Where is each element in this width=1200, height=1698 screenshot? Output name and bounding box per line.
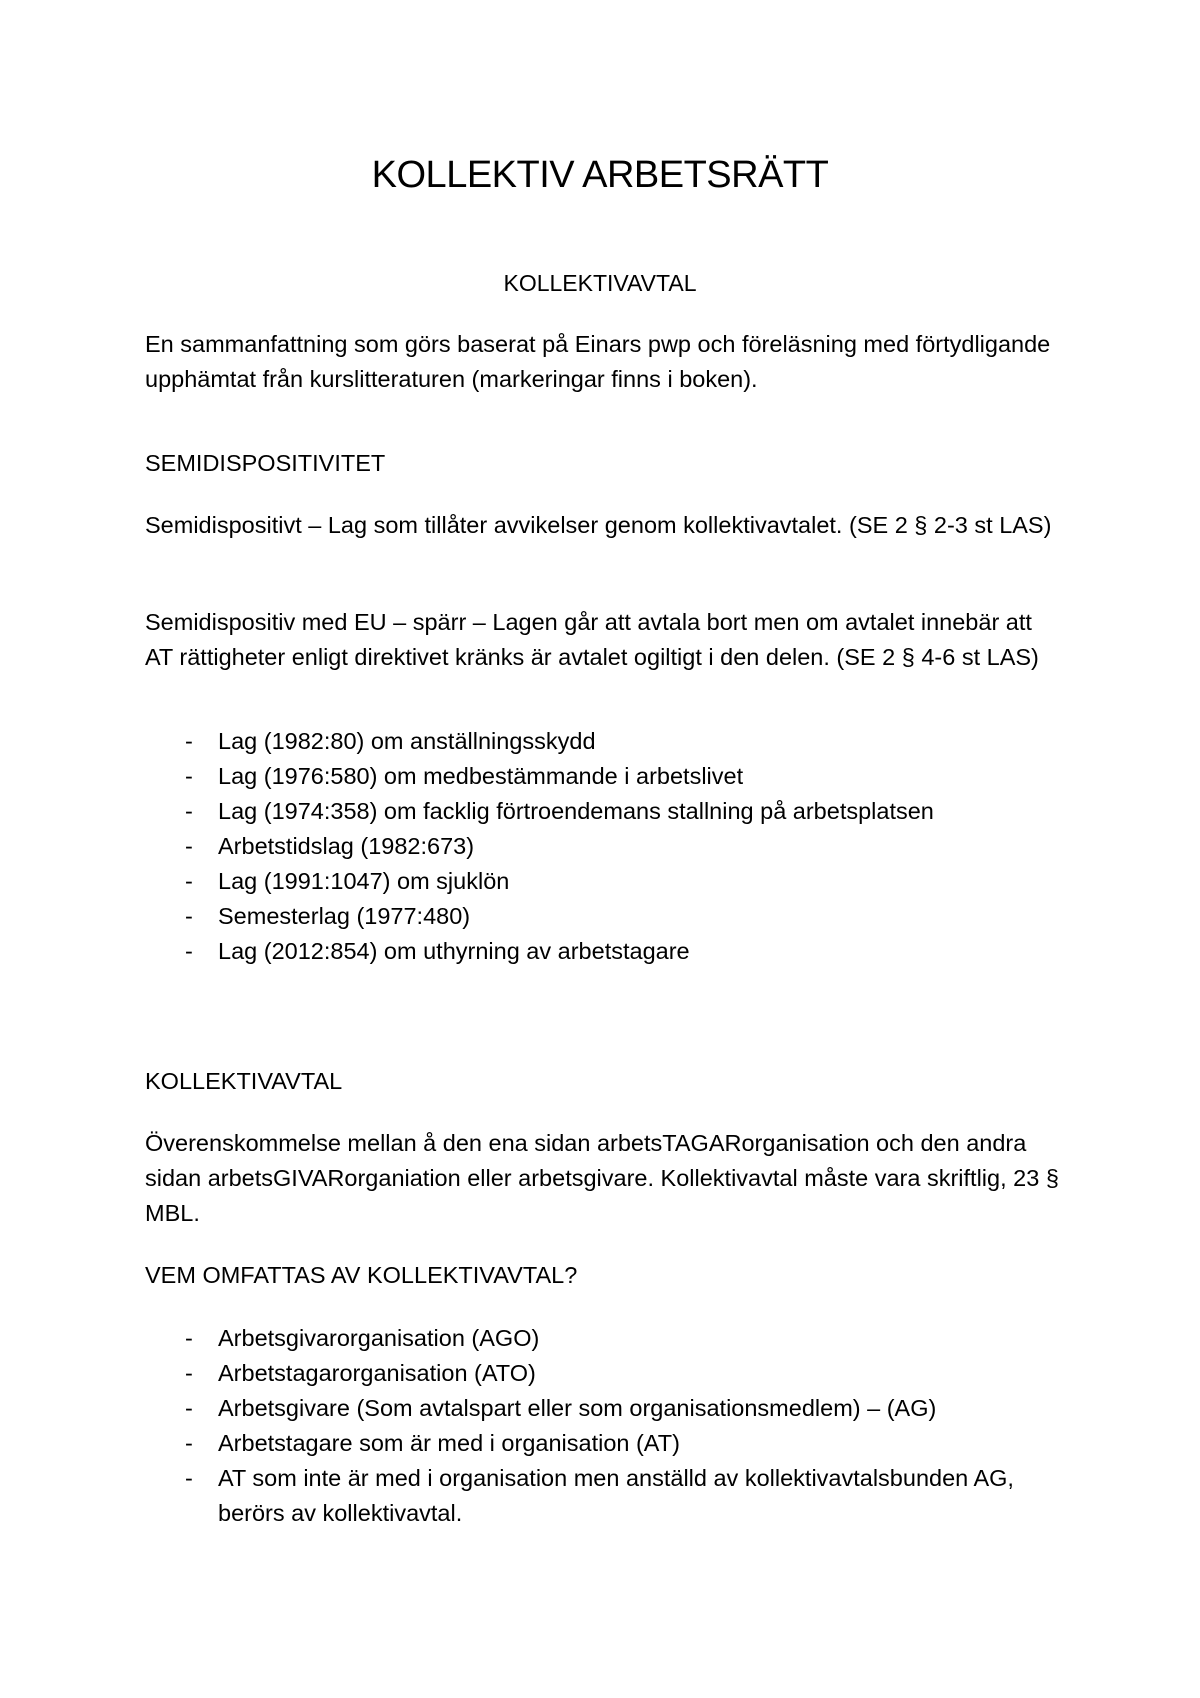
dash-bullet: - — [185, 798, 193, 824]
list-item: - Lag (2012:854) om uthyrning av arbetstagare — [145, 934, 1065, 969]
section-heading-kollektivavtal: KOLLEKTIVAVTAL — [145, 1068, 343, 1094]
dash-bullet: - — [185, 728, 193, 754]
laws-list — [145, 724, 1065, 969]
dash-bullet: - — [185, 833, 193, 859]
intro-paragraph: En sammanfattning som görs baserat på Einars pwp och föreläsning med förtydligande upphämtat från kurslitteraturen (markeringar finns i boken). — [145, 331, 1051, 392]
list-item: - Lag (1982:80) om anställningsskydd — [145, 724, 1065, 759]
list-item: - Arbetsgivare (Som avtalspart eller som organisationsmedlem) – (AG) — [145, 1391, 1065, 1426]
document-subtitle: KOLLEKTIVAVTAL — [503, 270, 697, 296]
list-item: - Arbetstagarorganisation (ATO) — [145, 1356, 1065, 1391]
section-heading-semidispositivitet: SEMIDISPOSITIVITET — [145, 450, 386, 476]
dash-bullet: - — [185, 1395, 193, 1421]
section-heading-vem-omfattas: VEM OMFATTAS AV KOLLEKTIVAVTAL? — [145, 1262, 578, 1288]
dash-bullet: - — [185, 763, 193, 789]
dash-bullet: - — [185, 1465, 193, 1491]
list-item: - Lag (1976:580) om medbestämmande i arbetslivet — [145, 759, 1065, 794]
dash-bullet: - — [185, 1360, 193, 1386]
dash-bullet: - — [185, 868, 193, 894]
overenskommelse-paragraph: Överenskommelse mellan å den ena sidan arbetsTAGARorganisation och den andra sidan arbetsGIVARorganiation eller arbetsgivare. Kollektivavtal måste vara skriftlig, 23 § MBL. — [145, 1130, 1059, 1226]
list-item: - Arbetstidslag (1982:673) — [145, 829, 1065, 864]
dash-bullet: - — [185, 903, 193, 929]
list-item: - Arbetsgivarorganisation (AGO) — [145, 1321, 1065, 1356]
dash-bullet: - — [185, 1430, 193, 1456]
dash-bullet: - — [185, 938, 193, 964]
list-item: - Arbetstagare som är med i organisation (AT) — [145, 1426, 1065, 1461]
list-item: - Lag (1991:1047) om sjuklön — [145, 864, 1065, 899]
list-item: - Semesterlag (1977:480) — [145, 899, 1065, 934]
semidispositivt-paragraph: Semidispositivt – Lag som tillåter avvikelser genom kollektivavtalet. (SE 2 § 2-3 st LAS) — [145, 512, 1052, 538]
dash-bullet: - — [185, 1325, 193, 1351]
semidispositiv-eu-paragraph: Semidispositiv med EU – spärr – Lagen går att avtala bort men om avtalet innebär att AT rättigheter enligt direktivet kränks är avtalet ogiltigt i den delen. (SE 2 § 4-6 st LAS) — [145, 609, 1039, 670]
list-item: - Lag (1974:358) om facklig förtroendemans stallning på arbetsplatsen — [145, 794, 1065, 829]
document-title: KOLLEKTIV ARBETSRÄTT — [371, 154, 829, 196]
list-item: - AT som inte är med i organisation men anställd av kollektivavtalsbunden AG, berörs av kollektivavtal. — [145, 1461, 1065, 1531]
parties-list — [145, 1321, 1065, 1531]
